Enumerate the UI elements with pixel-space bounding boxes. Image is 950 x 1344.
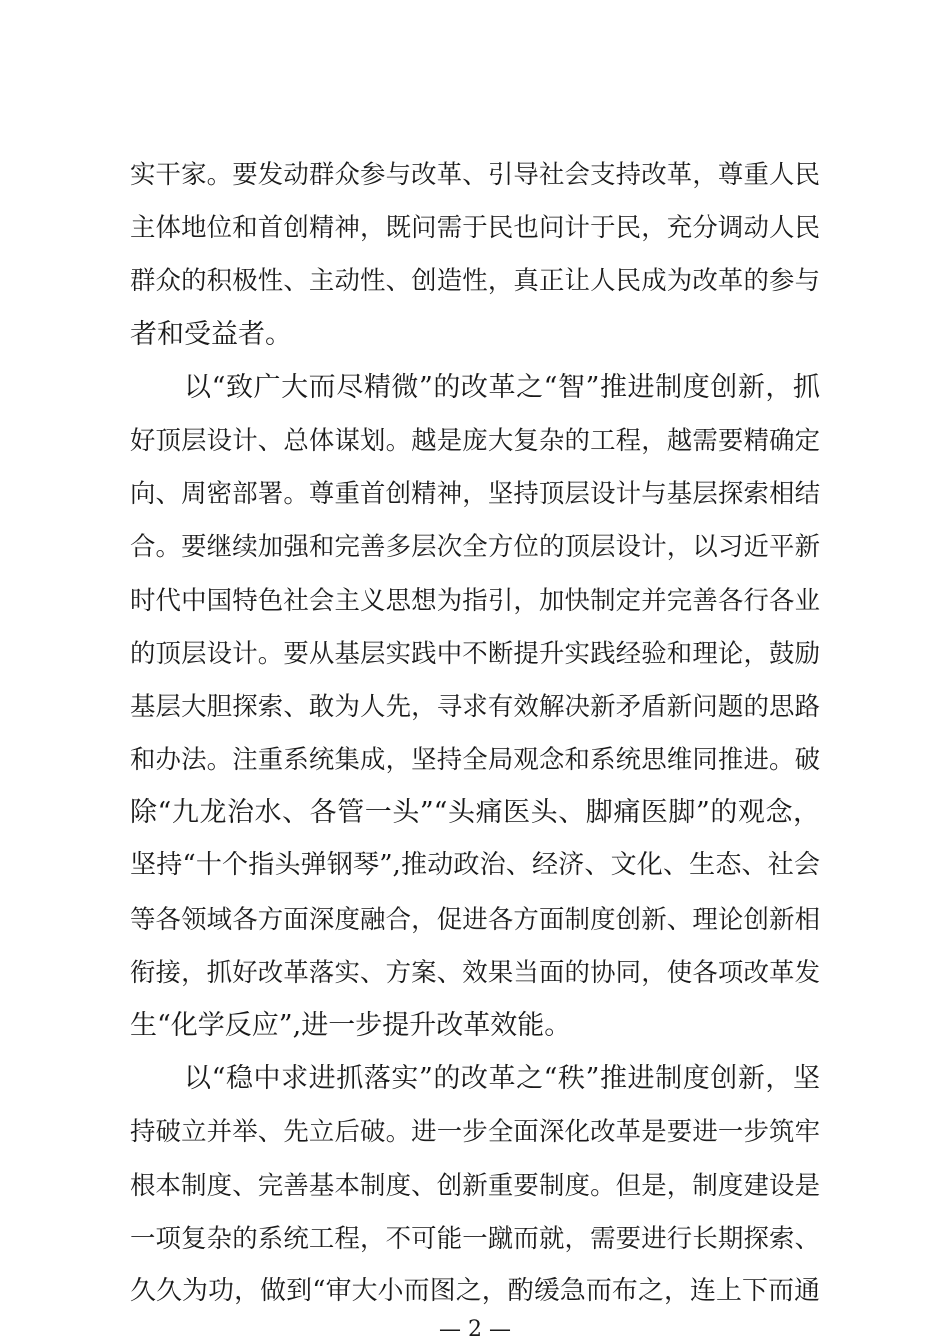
text-line: 的顶层设计。要从基层实践中不断提升实践经验和理论，鼓励 (130, 637, 820, 668)
body-text (130, 148, 820, 1318)
text-line: 主体地位和首创精神，既问需于民也问计于民，充分调动人民 (130, 212, 820, 243)
text-line: 衔接，抓好改革落实、方案、效果当面的协同，使各项改革发 (130, 956, 820, 987)
text-line: 根本制度、完善基本制度、创新重要制度。但是，制度建设是 (130, 1169, 820, 1200)
text-line: 实干家。要发动群众参与改革、引导社会支持改革，尊重人民 (130, 159, 820, 189)
text-line: 向、周密部署。尊重首创精神，坚持顶层设计与基层探索相结 (130, 478, 820, 509)
text-line: 合。要继续加强和完善多层次全方位的顶层设计，以习近平新 (130, 531, 820, 562)
text-line: 基层大胆探索、敢为人先，寻求有效解决新矛盾新问题的思路 (130, 690, 820, 721)
text-line: 时代中国特色社会主义思想为指引，加快制定并完善各行各业 (130, 584, 820, 615)
text-line: 等各领域各方面深度融合，促进各方面制度创新、理论创新相 (130, 903, 820, 934)
text-line: 坚持“十个指头弹钢琴”,推动政治、经济、文化、生态、社会 (130, 850, 820, 881)
text-line: 者和受益者。 (130, 318, 292, 350)
text-line: 一项复杂的系统工程，不可能一蹴而就，需要进行长期探索、 (130, 1222, 820, 1253)
text-line: 除“九龙治水、各管一头”“头痛医头、脚痛医脚”的观念， (130, 797, 820, 829)
text-line: 群众的积极性、主动性、创造性，真正让人民成为改革的参与 (130, 265, 820, 296)
page-number: — 2 — (439, 1317, 511, 1342)
text-line: 生“化学反应”,进一步提升改革效能。 (130, 1010, 572, 1041)
text-line: 和办法。注重系统集成，坚持全局观念和系统思维同推进。破 (130, 744, 820, 775)
text-line: 持破立并举、先立后破。进一步全面深化改革是要进一步筑牢 (130, 1116, 820, 1147)
text-line: 以“稳中求进抓落实”的改革之“秩”推进制度创新，坚 (184, 1063, 820, 1095)
text-line: 以“致广大而尽精微”的改革之“智”推进制度创新，抓 (184, 371, 820, 403)
text-line: 久久为功，做到“审大小而图之，酌缓急而布之，连上下而通 (130, 1275, 820, 1306)
text-line: 好顶层设计、总体谋划。越是庞大复杂的工程，越需要精确定 (130, 424, 820, 455)
